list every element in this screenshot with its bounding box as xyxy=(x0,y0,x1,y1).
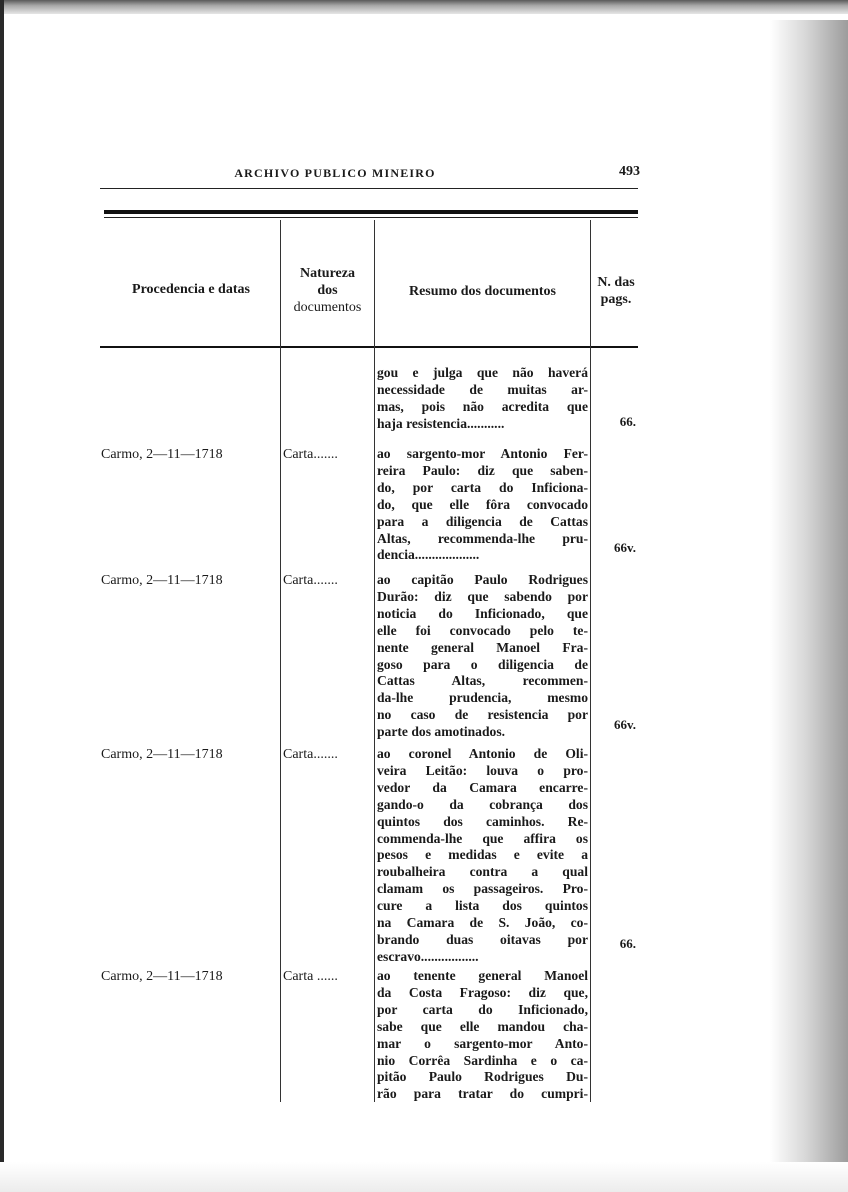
summary-line: sabe que elle mandou cha- xyxy=(377,1018,588,1034)
entry-summary xyxy=(377,572,588,741)
column-header-resumo xyxy=(375,283,590,300)
entry-type: Carta....... xyxy=(283,747,338,762)
scan-right-shadow xyxy=(770,20,848,1192)
entry-summary xyxy=(377,365,588,433)
summary-line: cure a lista dos quintos xyxy=(377,898,588,914)
entry-date: Carmo, 2—11—1718 xyxy=(101,573,223,588)
summary-line: ao sargento-mor Antonio Fer- xyxy=(377,446,588,461)
column-header-natureza-line: dos xyxy=(317,283,338,298)
summary-line: ao coronel Antonio de Oli- xyxy=(377,746,588,761)
summary-line: do, que elle fôra convocado xyxy=(377,496,588,512)
summary-line: por carta do Inficionado, xyxy=(377,1001,588,1017)
summary-line: mar o sargento-mor Anto- xyxy=(377,1035,588,1051)
entry-date: Carmo, 2—11—1718 xyxy=(101,969,223,984)
column-header-resumo-label: Resumo dos documentos xyxy=(408,284,556,299)
summary-line: parte dos amotinados. xyxy=(377,724,506,740)
summary-line: pesos e medidas e evite a xyxy=(377,847,588,863)
entry-page: 66v. xyxy=(613,717,636,732)
entry-page: 66v. xyxy=(613,540,636,555)
entry-type: Carta ...... xyxy=(283,969,338,984)
summary-line: gou e julga que não haverá xyxy=(377,365,588,380)
summary-line: da Costa Fragoso: diz que, xyxy=(377,984,588,1000)
summary-line: ao tenente general Manoel xyxy=(377,968,588,983)
summary-line: do, por carta do Inficiona- xyxy=(377,479,588,495)
table-top-thin-rule xyxy=(104,217,638,218)
summary-line: da-lhe prudencia, mesmo xyxy=(377,690,588,706)
entry-page: 66. xyxy=(619,936,636,951)
entry-summary xyxy=(377,746,588,966)
summary-line: no caso de resistencia por xyxy=(377,707,588,723)
entry-date: Carmo, 2—11—1718 xyxy=(101,447,223,462)
column-header-natureza-line: Natureza xyxy=(300,266,355,281)
column-divider xyxy=(280,220,281,1102)
summary-line: roubalheira contra a qual xyxy=(377,864,588,880)
entry-type: Carta....... xyxy=(283,447,338,462)
summary-line: reira Paulo: diz que saben- xyxy=(377,462,588,478)
summary-line: quintos dos caminhos. Re- xyxy=(377,813,588,829)
column-header-natureza xyxy=(281,265,374,316)
summary-line: Durão: diz que sabendo por xyxy=(377,588,588,604)
summary-line: vedor da Camara encarre- xyxy=(377,779,588,795)
scan-top-edge xyxy=(0,0,848,14)
table-top-rule xyxy=(104,210,638,214)
summary-line: na Camara de S. João, co- xyxy=(377,915,588,931)
summary-line: dencia................... xyxy=(377,547,480,563)
summary-line: haja resistencia........... xyxy=(377,415,505,431)
entry-page: 66. xyxy=(619,414,636,429)
summary-line: nio Corrêa Sardinha e o ca- xyxy=(377,1052,588,1068)
column-header-paginas-line: N. das xyxy=(597,275,635,290)
summary-line: commenda-lhe que affira os xyxy=(377,830,588,846)
summary-line: clamam os passageiros. Pro- xyxy=(377,881,588,897)
scan-left-edge xyxy=(0,0,4,1192)
column-header-procedencia xyxy=(104,281,278,298)
column-header-paginas xyxy=(591,274,641,308)
summary-line: pitão Paulo Rodrigues Du- xyxy=(377,1069,588,1085)
table-header-rule xyxy=(100,346,638,348)
column-header-procedencia-label: Procedencia e datas xyxy=(132,282,250,297)
summary-line: veira Leitão: louva o pro- xyxy=(377,762,588,778)
summary-line: rão para tratar do cumpri- xyxy=(377,1086,588,1102)
summary-line: ao capitão Paulo Rodrigues xyxy=(377,572,588,587)
running-head xyxy=(100,166,640,184)
entry-type: Carta....... xyxy=(283,573,338,588)
summary-line: necessidade de muitas ar- xyxy=(377,381,588,397)
summary-line: noticia do Inficionado, que xyxy=(377,605,588,621)
summary-line: mas, pois não acredita que xyxy=(377,398,588,414)
summary-line: elle foi convocado pelo te- xyxy=(377,622,588,638)
summary-line: Cattas Altas, recommen- xyxy=(377,673,588,689)
column-divider xyxy=(590,220,591,1102)
entry-summary xyxy=(377,968,588,1103)
column-header-natureza-line: documentos xyxy=(293,300,362,315)
summary-line: brando duas oitavas por xyxy=(377,931,588,947)
page-number: 493 xyxy=(619,164,640,179)
running-title: ARCHIVO PUBLICO MINEIRO xyxy=(234,166,436,180)
summary-line: goso para o diligencia de xyxy=(377,656,588,672)
scan-bottom-edge xyxy=(0,1162,848,1192)
summary-line: escravo................. xyxy=(377,948,479,964)
entry-summary xyxy=(377,446,588,564)
summary-line: gando-o da cobrança dos xyxy=(377,796,588,812)
summary-line: nente general Manoel Fra- xyxy=(377,639,588,655)
summary-line: para a diligencia de Cattas xyxy=(377,513,588,529)
entry-date: Carmo, 2—11—1718 xyxy=(101,747,223,762)
column-header-paginas-line: pags. xyxy=(600,292,632,307)
summary-line: Altas, recommenda-lhe pru- xyxy=(377,530,588,546)
head-rule xyxy=(100,188,638,189)
